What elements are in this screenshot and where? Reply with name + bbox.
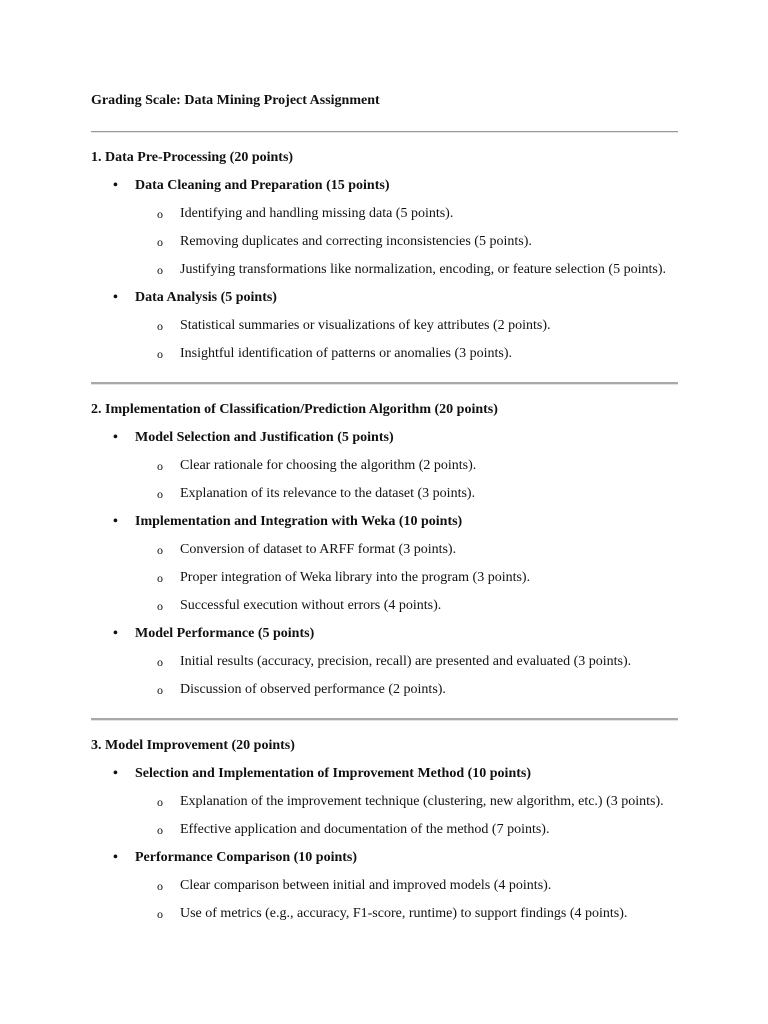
subsection-title: Selection and Implementation of Improvement Method (10 points) (135, 766, 532, 781)
list-item-text: Use of metrics (e.g., accuracy, F1-score, runtime) to support findings (4 points). (180, 906, 628, 921)
hollow-bullet-icon: o (157, 459, 163, 473)
subsection-title: Implementation and Integration with Weka (10 points) (135, 514, 463, 529)
section-divider (91, 718, 678, 721)
list-item-text: Clear comparison between initial and improved models (4 points). (180, 878, 552, 893)
list-item-text: Statistical summaries or visualizations of key attributes (2 points). (180, 318, 551, 333)
section-title-1: 1. Data Pre-Processing (20 points) (91, 150, 294, 165)
hollow-bullet-icon: o (157, 207, 163, 221)
list-item-text: Conversion of dataset to ARFF format (3 points). (180, 542, 457, 557)
list-item-text: Identifying and handling missing data (5 points). (180, 206, 454, 221)
hollow-bullet-icon: o (157, 543, 163, 557)
bullet-icon: • (113, 766, 118, 781)
bullet-icon: • (113, 290, 118, 305)
hollow-bullet-icon: o (157, 823, 163, 837)
bullet-icon: • (113, 850, 118, 865)
document-title: Grading Scale: Data Mining Project Assignment (91, 93, 380, 108)
hollow-bullet-icon: o (157, 683, 163, 697)
list-item-text: Initial results (accuracy, precision, recall) are presented and evaluated (3 points). (180, 654, 632, 669)
list-item-text: Clear rationale for choosing the algorithm (2 points). (180, 458, 477, 473)
list-item-text: Removing duplicates and correcting inconsistencies (5 points). (180, 234, 532, 249)
section-divider (91, 131, 678, 133)
list-item-text: Explanation of the improvement technique (clustering, new algorithm, etc.) (3 points). (180, 794, 664, 809)
list-item-text: Discussion of observed performance (2 points). (180, 682, 446, 697)
subsection-title: Model Selection and Justification (5 points) (135, 430, 394, 445)
hollow-bullet-icon: o (157, 235, 163, 249)
bullet-icon: • (113, 430, 118, 445)
hollow-bullet-icon: o (157, 655, 163, 669)
subsection-title: Data Cleaning and Preparation (15 points) (135, 178, 390, 193)
subsection-title: Performance Comparison (10 points) (135, 850, 358, 865)
hollow-bullet-icon: o (157, 263, 163, 277)
hollow-bullet-icon: o (157, 347, 163, 361)
list-item-text: Insightful identification of patterns or anomalies (3 points). (180, 346, 513, 361)
bullet-icon: • (113, 514, 118, 529)
list-item-text: Proper integration of Weka library into the program (3 points). (180, 570, 531, 585)
section-title-2: 2. Implementation of Classification/Prediction Algorithm (20 points) (91, 402, 498, 417)
hollow-bullet-icon: o (157, 907, 163, 921)
list-item-text: Explanation of its relevance to the dataset (3 points). (180, 486, 476, 501)
bullet-icon: • (113, 626, 118, 641)
hollow-bullet-icon: o (157, 879, 163, 893)
list-item-text: Effective application and documentation of the method (7 points). (180, 822, 550, 837)
list-item-text: Successful execution without errors (4 points). (180, 598, 442, 613)
hollow-bullet-icon: o (157, 487, 163, 501)
hollow-bullet-icon: o (157, 599, 163, 613)
subsection-title: Data Analysis (5 points) (135, 290, 277, 305)
list-item-text: Justifying transformations like normalization, encoding, or feature selection (5 points). (180, 262, 666, 277)
hollow-bullet-icon: o (157, 795, 163, 809)
bullet-icon: • (113, 178, 118, 193)
hollow-bullet-icon: o (157, 571, 163, 585)
section-divider (91, 382, 678, 385)
hollow-bullet-icon: o (157, 319, 163, 333)
section-title-3: 3. Model Improvement (20 points) (91, 738, 295, 753)
subsection-title: Model Performance (5 points) (135, 626, 315, 641)
